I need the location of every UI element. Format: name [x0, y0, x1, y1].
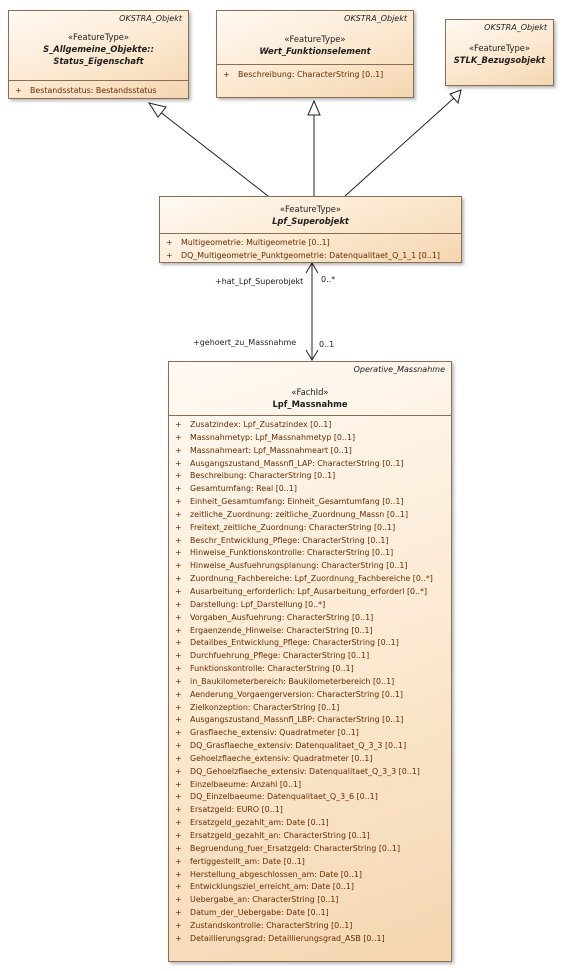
compartment-divider: [160, 233, 461, 234]
attribute-text: Funktionskontrolle: CharacterString [0..1]: [190, 664, 354, 674]
attribute-row: [217, 69, 413, 82]
attribute-text: Grasflaeche_extensiv: Quadratmeter [0..1]: [190, 728, 359, 738]
package-label: OKSTRA_Objekt: [344, 14, 407, 23]
visibility-marker: +: [175, 766, 182, 776]
attribute-text: Ausgangszustand_Massnfl_LBP: CharacterString [0..1]: [190, 715, 404, 725]
attribute-text: Beschreibung: CharacterString [0..1]: [190, 471, 336, 481]
visibility-marker: +: [175, 420, 182, 429]
visibility-marker: +: [175, 651, 182, 661]
visibility-marker: +: [175, 741, 182, 751]
attribute-text: Zusatzindex: Lpf_Zusatzindex [0..1]: [190, 420, 332, 429]
attribute-row: [169, 843, 451, 856]
visibility-marker: +: [175, 753, 182, 763]
attribute-row: [169, 933, 451, 946]
attribute-row: [169, 881, 451, 894]
attribute-text: Zielkonzeption: CharacterString [0..1]: [190, 702, 340, 712]
attribute-text: Aenderung_Vorgaengerversion: CharacterString [0..1]: [190, 689, 403, 699]
class-stlk-bezugsobjekt[interactable]: [445, 19, 554, 86]
attribute-list: [169, 419, 451, 946]
attribute-text: Beschreibung: CharacterString [0..1]: [238, 70, 384, 79]
attribute-text: Darstellung: Lpf_Darstellung [0..*]: [190, 599, 326, 609]
association-multiplicity-top: 0..*: [321, 275, 336, 284]
package-label: OKSTRA_Objekt: [119, 14, 182, 23]
attribute-row: [169, 586, 451, 599]
attribute-row: [169, 856, 451, 869]
attribute-text: Multigeometrie: Multigeometrie [0..1]: [181, 238, 330, 247]
attribute-text: DQ_Multigeometrie_Punktgeometrie: Datenqualitaet_Q_1_1 [0..1]: [181, 250, 440, 260]
attribute-text: DQ_Einzelbaeume: Datenqualitaet_Q_3_6 [0..1]: [190, 792, 378, 802]
attribute-row: [169, 625, 451, 638]
class-name: Lpf_Superobjekt: [272, 216, 349, 226]
attribute-row: [169, 740, 451, 753]
stereotype-label: «FeatureType»: [67, 32, 130, 42]
attribute-row: [169, 419, 451, 432]
visibility-marker: +: [175, 792, 182, 802]
association-role-bottom: +gehoert_zu_Massnahme: [193, 338, 297, 347]
visibility-marker: +: [175, 522, 182, 532]
visibility-marker: +: [175, 818, 182, 828]
visibility-marker: +: [175, 895, 182, 905]
visibility-marker: +: [175, 612, 182, 622]
attribute-text: DQ_Grasflaeche_extensiv: Datenqualitaet_Q_3_3 [0..1]: [190, 741, 407, 751]
generalization-arrowhead-stlk: [450, 90, 461, 103]
visibility-marker: +: [175, 933, 182, 943]
association-role-top: +hat_Lpf_Superobjekt: [215, 277, 304, 286]
visibility-marker: +: [175, 728, 182, 738]
attribute-text: Zuordnung_Fachbereiche: Lpf_Zuordnung_Fachbereiche [0..*]: [190, 574, 433, 584]
visibility-marker: +: [175, 664, 182, 674]
attribute-row: [169, 573, 451, 586]
attribute-text: Zustandskontrolle: CharacterString [0..1]: [190, 920, 353, 930]
visibility-marker: +: [175, 908, 182, 918]
compartment-divider: [217, 64, 413, 65]
visibility-marker: +: [175, 869, 182, 879]
visibility-marker: +: [175, 535, 182, 545]
visibility-marker: +: [166, 238, 173, 247]
attribute-row: [169, 920, 451, 933]
attribute-row: [169, 714, 451, 727]
generalization-line-stlk: [345, 98, 454, 196]
class-name-line1: S_Allgemeine_Objekte::: [43, 44, 154, 54]
attribute-list: [160, 237, 461, 263]
attribute-text: Gehoelzflaeche_extensiv: Quadratmeter [0..1]: [190, 753, 373, 763]
visibility-marker: +: [175, 625, 182, 635]
attribute-row: [169, 599, 451, 612]
visibility-marker: +: [175, 638, 182, 648]
attribute-row: [169, 612, 451, 625]
stereotype-label: «FeatureType»: [279, 204, 342, 214]
attribute-text: Ausgangszustand_Massnfl_LAP: CharacterString [0..1]: [190, 458, 404, 468]
visibility-marker: +: [175, 715, 182, 725]
attribute-text: Durchfuehrung_Pflege: CharacterString [0..1]: [190, 651, 370, 661]
attribute-row: [169, 522, 451, 535]
class-status-eigenschaft[interactable]: [8, 10, 189, 99]
class-name: Wert_Funktionselement: [259, 46, 371, 56]
attribute-row: [169, 445, 451, 458]
attribute-row: [9, 85, 188, 98]
package-label: Operative_Massnahme: [353, 365, 445, 374]
attribute-text: Einheit_Gesamtumfang: Einheit_Gesamtumfang [0..1]: [190, 497, 404, 507]
attribute-text: Begruendung_fuer_Ersatzgeld: CharacterString [0..1]: [190, 843, 401, 853]
attribute-row: [169, 458, 451, 471]
attribute-row: [160, 250, 461, 263]
visibility-marker: +: [175, 471, 182, 481]
association-multiplicity-bottom: 0..1: [319, 340, 335, 349]
attribute-row: [169, 907, 451, 920]
package-label: OKSTRA_Objekt: [484, 23, 547, 32]
attribute-text: Detaillierungsgrad: Detaillierungsgrad_ASB [0..1]: [190, 933, 385, 943]
attribute-text: zeitliche_Zuordnung: zeitliche_Zuordnung_Massn [0..1]: [190, 509, 409, 519]
visibility-marker: +: [175, 586, 182, 596]
attribute-text: Ersatzgeld: EURO [0..1]: [190, 805, 283, 815]
attribute-row: [169, 753, 451, 766]
attribute-text: Einzelbaeume: Anzahl [0..1]: [190, 779, 302, 789]
visibility-marker: +: [175, 445, 182, 455]
attribute-text: DQ_Gehoelzflaeche_extensiv: Datenqualitaet_Q_3_3 [0..1]: [190, 766, 420, 776]
attribute-list: [217, 69, 413, 82]
attribute-text: Hinweise_Ausfuehrungsplanung: CharacterString [0..1]: [190, 561, 408, 571]
attribute-text: Beschr_Entwicklung_Pflege: CharacterString [0..1]: [190, 535, 389, 545]
stereotype-label: «FachId»: [291, 387, 329, 397]
class-name: STLK_Bezugsobjekt: [453, 55, 546, 65]
attribute-row: [169, 509, 451, 522]
attribute-row: [169, 689, 451, 702]
attribute-text: fertiggestellt_am: Date [0..1]: [190, 856, 305, 866]
compartment-divider: [9, 80, 188, 81]
attribute-row: [169, 766, 451, 779]
attribute-text: Ausarbeitung_erforderlich: Lpf_Ausarbeitung_erforderl [0..*]: [190, 586, 428, 596]
compartment-divider: [169, 415, 451, 416]
attribute-row: [169, 637, 451, 650]
attribute-row: [169, 650, 451, 663]
attribute-row: [160, 237, 461, 250]
visibility-marker: +: [175, 432, 182, 442]
attribute-row: [169, 830, 451, 843]
attribute-text: Freitext_zeitliche_Zuordnung: CharacterString [0..1]: [190, 522, 396, 532]
attribute-text: Vorgaben_Ausfuehrung: CharacterString [0..1]: [190, 612, 374, 622]
attribute-row: [169, 547, 451, 560]
attribute-row: [169, 817, 451, 830]
attribute-text: Bestandsstatus: Bestandsstatus: [30, 86, 157, 95]
attribute-row: [169, 804, 451, 817]
visibility-marker: +: [175, 920, 182, 930]
visibility-marker: +: [175, 843, 182, 853]
attribute-text: Herstellung_abgeschlossen_am: Date [0..1]: [190, 869, 362, 879]
visibility-marker: +: [175, 856, 182, 866]
visibility-marker: +: [15, 86, 22, 95]
class-name-line2: Status_Eigenschaft: [53, 56, 144, 66]
generalization-line-status: [159, 111, 268, 196]
visibility-marker: +: [166, 250, 173, 260]
attribute-text: Gesamtumfang: Real [0..1]: [190, 484, 297, 494]
attribute-text: Datum_der_Uebergabe: Date [0..1]: [190, 908, 329, 918]
attribute-text: Detailbes_Entwicklung_Pflege: CharacterString [0..1]: [190, 638, 399, 648]
visibility-marker: +: [175, 882, 182, 892]
attribute-text: Ersatzgeld_gezahlt_an: CharacterString [0..1]: [190, 831, 370, 840]
attribute-row: [169, 496, 451, 509]
attribute-row: [169, 470, 451, 483]
attribute-row: [169, 560, 451, 573]
attribute-text: in_Baukilometerbereich: Baukilometerbereich [0..1]: [190, 676, 395, 686]
class-name: Lpf_Massnahme: [272, 399, 348, 409]
attribute-row: [169, 779, 451, 792]
attribute-text: Entwicklungsziel_erreicht_am: Date [0..1]: [190, 882, 354, 892]
visibility-marker: +: [175, 548, 182, 558]
attribute-row: [169, 894, 451, 907]
attribute-row: [169, 869, 451, 882]
stereotype-label: «FeatureType»: [468, 43, 531, 53]
attribute-row: [169, 483, 451, 496]
attribute-row: [169, 535, 451, 548]
visibility-marker: +: [175, 599, 182, 609]
attribute-row: [169, 663, 451, 676]
visibility-marker: +: [175, 458, 182, 468]
class-lpf-superobjekt[interactable]: [159, 196, 462, 263]
visibility-marker: +: [175, 831, 182, 840]
visibility-marker: +: [175, 689, 182, 699]
attribute-row: [169, 702, 451, 715]
attribute-text: Massnahmetyp: Lpf_Massnahmetyp [0..1]: [190, 432, 356, 442]
visibility-marker: +: [175, 702, 182, 712]
attribute-text: Hinweise_Funktionskontrolle: CharacterString [0..1]: [190, 548, 394, 558]
attribute-row: [169, 432, 451, 445]
attribute-text: Ergaenzende_Hinweise: CharacterString [0..1]: [190, 625, 373, 635]
visibility-marker: +: [223, 70, 230, 79]
attribute-list: [9, 85, 188, 98]
class-wert-funktionselement[interactable]: [216, 10, 414, 98]
visibility-marker: +: [175, 676, 182, 686]
visibility-marker: +: [175, 509, 182, 519]
visibility-marker: +: [175, 805, 182, 815]
visibility-marker: +: [175, 484, 182, 494]
visibility-marker: +: [175, 497, 182, 507]
attribute-row: [169, 791, 451, 804]
attribute-text: Ersatzgeld_gezahlt_am: Date [0..1]: [190, 818, 329, 828]
visibility-marker: +: [175, 574, 182, 584]
stereotype-label: «FeatureType»: [284, 34, 346, 44]
generalization-arrowhead-wert: [308, 101, 320, 115]
visibility-marker: +: [175, 779, 182, 789]
attribute-text: Massnahmeart: Lpf_Massnahmeart [0..1]: [190, 445, 352, 455]
attribute-text: Uebergabe_an: CharacterString [0..1]: [190, 895, 339, 905]
visibility-marker: +: [175, 561, 182, 571]
class-lpf-massnahme[interactable]: [168, 361, 452, 962]
attribute-row: [169, 676, 451, 689]
attribute-row: [169, 727, 451, 740]
